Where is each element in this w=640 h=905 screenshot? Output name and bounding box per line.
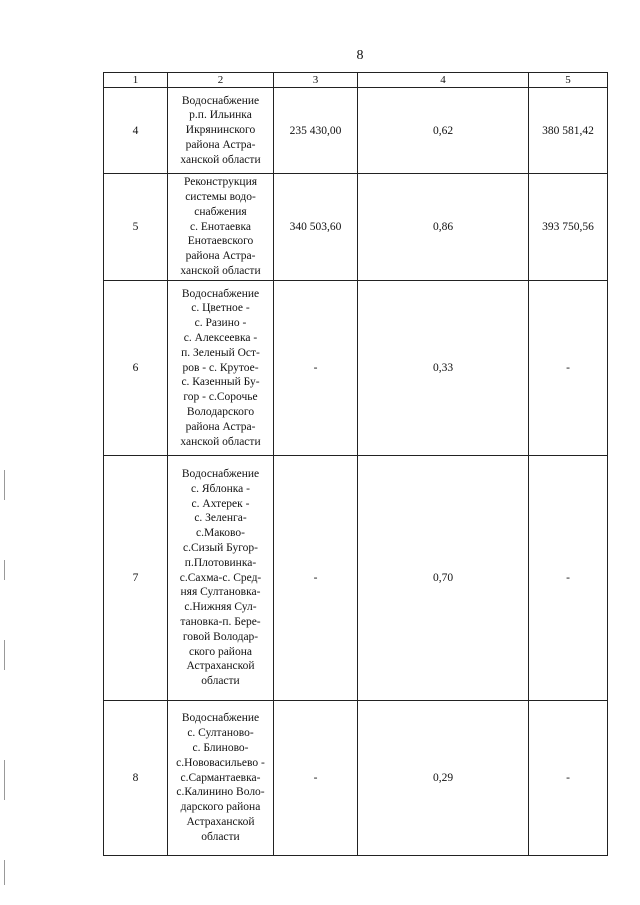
table-row	[104, 701, 608, 856]
project-name	[168, 701, 274, 856]
name-line: с. Ахтерек -	[191, 497, 250, 510]
scan-margin-mark	[4, 560, 5, 580]
name-line: района Астра-	[185, 250, 256, 263]
row-number: 4	[104, 88, 168, 174]
name-line: с. Алексеевка -	[183, 332, 258, 344]
name-line: говой Володар-	[182, 630, 259, 643]
column-header: 2	[168, 73, 274, 88]
table-header-row	[104, 73, 608, 88]
name-line: Енотаевского	[187, 235, 254, 248]
row-number: 8	[104, 701, 168, 856]
value-col4: 0,33	[358, 281, 529, 456]
name-line: района Астра-	[185, 138, 256, 151]
table-row	[104, 174, 608, 281]
column-header: 5	[529, 73, 608, 88]
value-col4: 0,29	[358, 701, 529, 856]
name-line: снабжения	[194, 205, 247, 218]
name-line: области	[201, 830, 240, 843]
name-line: Икрянинского	[185, 124, 256, 137]
value-col5: -	[529, 701, 608, 856]
value-col3: -	[274, 281, 358, 456]
project-name	[168, 281, 274, 456]
value-col3: -	[274, 456, 358, 701]
value-col3: 235 430,00	[274, 88, 358, 174]
name-line: района Астра-	[185, 420, 256, 433]
project-name	[168, 456, 274, 701]
name-line: с. Казенный Бу-	[181, 376, 260, 389]
name-line: Володарского	[186, 405, 255, 418]
name-line: с. Зеленга-	[194, 512, 247, 525]
table-row	[104, 281, 608, 456]
value-col5: -	[529, 281, 608, 456]
name-line: с.Нововасильево -	[176, 756, 265, 769]
row-number: 5	[104, 174, 168, 281]
column-header: 4	[358, 73, 529, 88]
name-line: ханской области	[180, 264, 261, 277]
value-col4: 0,62	[358, 88, 529, 174]
name-line: дарского района	[180, 801, 261, 814]
value-col5: 393 750,56	[529, 174, 608, 281]
name-line: с. Блиново-	[192, 742, 249, 754]
name-line: ханской области	[180, 435, 261, 448]
value-col3: -	[274, 701, 358, 856]
name-line: с. Енотаевка	[190, 220, 251, 233]
name-line: няя Султановка-	[180, 586, 261, 599]
name-line: с.Калинино Воло-	[176, 786, 265, 799]
name-line: системы водо-	[185, 191, 256, 203]
name-line: ханской области	[180, 153, 261, 166]
name-line: Водоснабжение	[181, 712, 260, 725]
data-table	[103, 72, 608, 856]
name-line: области	[201, 675, 240, 688]
value-col5: 380 581,42	[529, 88, 608, 174]
row-number: 7	[104, 456, 168, 701]
name-line: Водоснабжение	[181, 468, 260, 481]
scan-margin-mark	[4, 860, 5, 885]
value-col4: 0,86	[358, 174, 529, 281]
value-col3: 340 503,60	[274, 174, 358, 281]
value-col4: 0,70	[358, 456, 529, 701]
name-line: с.Сизый Бугор-	[183, 542, 258, 554]
project-name	[168, 174, 274, 281]
name-line: с. Разино -	[194, 317, 247, 330]
project-name	[168, 88, 274, 174]
column-header: 3	[274, 73, 358, 88]
name-line: с.Сахма-с. Сред-	[179, 571, 262, 584]
name-line: Водоснабжение	[181, 287, 260, 300]
value-col5: -	[529, 456, 608, 701]
scan-margin-mark	[4, 640, 5, 670]
name-line: п. Зеленый Ост-	[181, 346, 260, 359]
name-line: с.Нижняя Сул-	[184, 601, 257, 614]
column-header: 1	[104, 73, 168, 88]
name-line: тановка-п. Бере-	[180, 615, 261, 628]
name-line: с.Маково-	[196, 527, 245, 540]
name-line: ского района	[189, 645, 252, 658]
name-line: Водоснабжение	[181, 94, 260, 107]
name-line: с.Сармантаевка-	[180, 771, 261, 784]
scan-margin-mark	[4, 760, 5, 800]
scan-margin-mark	[4, 470, 5, 500]
name-line: с. Султаново-	[187, 727, 254, 740]
name-line: гор - с.Сорочье	[183, 391, 258, 404]
table-row	[104, 88, 608, 174]
name-line: с. Яблонка -	[191, 482, 250, 495]
row-number: 6	[104, 281, 168, 456]
page-number: 8	[356, 48, 364, 63]
name-line: р.п. Ильинка	[189, 109, 252, 122]
name-line: Астраханской	[186, 660, 255, 673]
name-line: ров - с. Крутое-	[182, 361, 259, 374]
table-row	[104, 456, 608, 701]
name-line: с. Цветное -	[191, 302, 250, 315]
name-line: Реконструкция	[183, 176, 258, 189]
name-line: Астраханской	[186, 815, 255, 828]
name-line: п.Плотовинка-	[184, 556, 257, 569]
